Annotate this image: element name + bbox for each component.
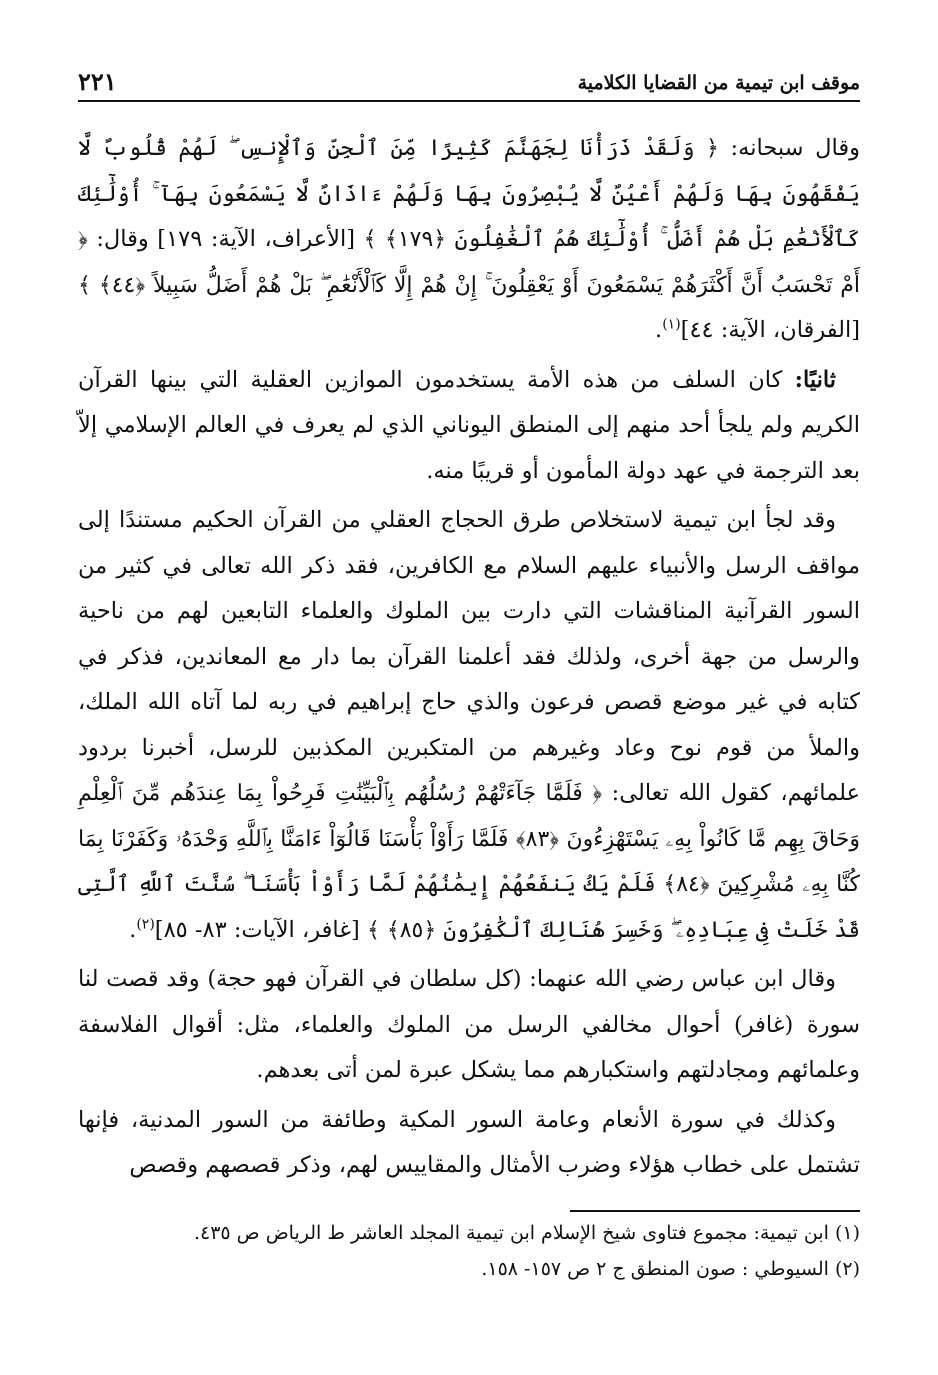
- paragraph-quran-citations: [78, 126, 860, 354]
- paragraph-text: وقد لجأ ابن تيمية لاستخلاص طرق الحجاج العقلي من القرآن الحكيم مستندًا إلى مواقف الرسل والأنبياء عليهم السلام مع الكافرين، فقد ذكر الله تعالى في كثير من السور القرآنية المناقشات التي دارت بين الملوك والعلماء التابعين لهم من ناحية والرسل من جهة أخرى، ولذلك فقد أعلمنا القرآن بما دار مع المعاندين، فذكر في كتابه في غير موضع قصص فرعون والذي حاج إبراهيم في ربه لما آتاه الله الملك، والملأ من قوم نوح وعاد وغيرهم من المتكبرين المكذبين للرسل، أخبرنا بردود علمائهم، كقول الله تعالى:: [78, 507, 861, 806]
- verse-reference: [الأعراف، الآية: ١٧٩]: [148, 226, 364, 252]
- quran-verse: ﴿ فَلَمَّا جَآءَتْهُمْ رُسُلُهُم بِٱلْبَيِّنَٰتِ فَرِحُواْ بِمَا عِندَهُم مِّنَ ٱلْعِلْمِ وَحَاقَ بِهِم مَّا كَانُواْ بِهِۦ يَسْتَهْزِءُونَ ﴿٨٣﴾ فَلَمَّا رَأَوْاْ بَأْسَنَا قَالُوٓاْ ءَامَنَّا بِٱللَّهِ وَحْدَهُۥ وَكَفَرْنَا بِمَا كُنَّا بِهِۦ مُشْرِكِينَ ﴿٨٤﴾ فَلَمْ يَكُ يَنفَعُهُمْ إِيمَٰنُهُمْ لَمَّا رَأَوْاْ بَأْسَنَا ۖ سُنَّتَ ٱللَّهِ ٱلَّتِى قَدْ خَلَتْ فِى عِبَادِهِۦ ۖ وَخَسِرَ هُنَالِكَ ٱلْكَٰفِرُونَ ﴿٨٥﴾ ﴾: [78, 781, 860, 943]
- verse-reference: [غافر، الآيات: ٨٣- ٨٥]: [154, 916, 367, 943]
- footnote-marker[interactable]: (١): [662, 316, 681, 333]
- footnote: (١) ابن تيمية: مجموع فتاوى شيخ الإسلام ابن تيمية المجلد العاشر ط الرياض ص ٤٣٥.: [193, 1222, 860, 1244]
- paragraph-end: .: [655, 317, 663, 343]
- footnotes: [78, 1210, 860, 1284]
- paragraph-end: .: [129, 916, 137, 943]
- paragraph-lead: وقال سبحانه:: [718, 135, 860, 161]
- running-header: [78, 60, 860, 102]
- paragraph-anam: [78, 1098, 860, 1189]
- page-number: ٢٢١: [78, 67, 117, 96]
- footnote-marker[interactable]: (٢): [136, 916, 155, 932]
- quran-verse: ﴿ أَمْ تَحْسَبُ أَنَّ أَكْثَرَهُمْ يَسْمَعُونَ أَوْ يَعْقِلُونَ ۚ إِنْ هُمْ إِلَّا كَٱلْأَنْعَٰمِ ۖ بَلْ هُمْ أَضَلُّ سَبِيلاً ﴿٤٤﴾ ﴾: [78, 227, 860, 298]
- paragraph-text: وقال ابن عباس رضي الله عنهما: (كل سلطان في القرآن فهو حجة) وقد قصت لنا سورة (غافر) أحوال مخالفي الرسل من الملوك والعلماء، مثل: أقوال الفلاسفة وعلمائهم ومجادلتهم واستكبارهم مما يشكل عبرة لمن أتى بعدهم.: [78, 966, 860, 1083]
- paragraph-ibn-abbas: [78, 957, 860, 1094]
- verse-reference: [الفرقان، الآية: ٤٤]: [680, 317, 860, 343]
- footnote-divider: [570, 1210, 860, 1212]
- paragraph-text: كان السلف من هذه الأمة يستخدمون الموازين العقلية التي بينها القرآن الكريم ولم يلجأ أحد منهم إلى المنطق اليوناني الذي لم يعرف في العالم الإسلامي إلاّ بعد الترجمة في عهد دولة المأمون أو قريبًا منه.: [78, 366, 860, 484]
- footnote: (٢) السيوطي : صون المنطق ج ٢ ص ١٥٧- ١٥٨.: [481, 1258, 860, 1280]
- running-title: موقف ابن تيمية من القضايا الكلامية: [577, 72, 860, 94]
- paragraph-text: وكذلك في سورة الأنعام وعامة السور المكية وطائفة من السور المدنية، فإنها تشتمل على خطاب هؤلاء وضرب الأمثال والمقاييس لهم، وذكر قصصهم وقصص: [78, 1106, 860, 1178]
- paragraph-text: وقال:: [87, 226, 149, 252]
- paragraph-ibn-taymiyya: [78, 498, 860, 953]
- body-text: [78, 126, 860, 1189]
- book-page: [78, 60, 860, 1335]
- quran-verse: ﴿ وَلَقَدْ ذَرَأْنَا لِجَهَنَّمَ كَثِيرًا مِّنَ ٱلْجِنِّ وَٱلْإِنسِ ۖ لَهُمْ قُلُوبٌ لَّا يَفْقَهُونَ بِهَا وَلَهُمْ أَعْيُنٌ لَّا يُبْصِرُونَ بِهَا وَلَهُمْ ءَاذَانٌ لَّا يَسْمَعُونَ بِهَآ ۚ أُوْلَٰٓئِكَ كَٱلْأَنْعَٰمِ بَلْ هُمْ أَضَلُّ ۚ أُوْلَٰٓئِكَ هُمُ ٱلْغَٰفِلُونَ ﴿١٧٩﴾ ﴾: [78, 136, 861, 252]
- paragraph-secondly: [78, 358, 860, 495]
- paragraph-lead: ثانيًا:: [794, 366, 836, 393]
